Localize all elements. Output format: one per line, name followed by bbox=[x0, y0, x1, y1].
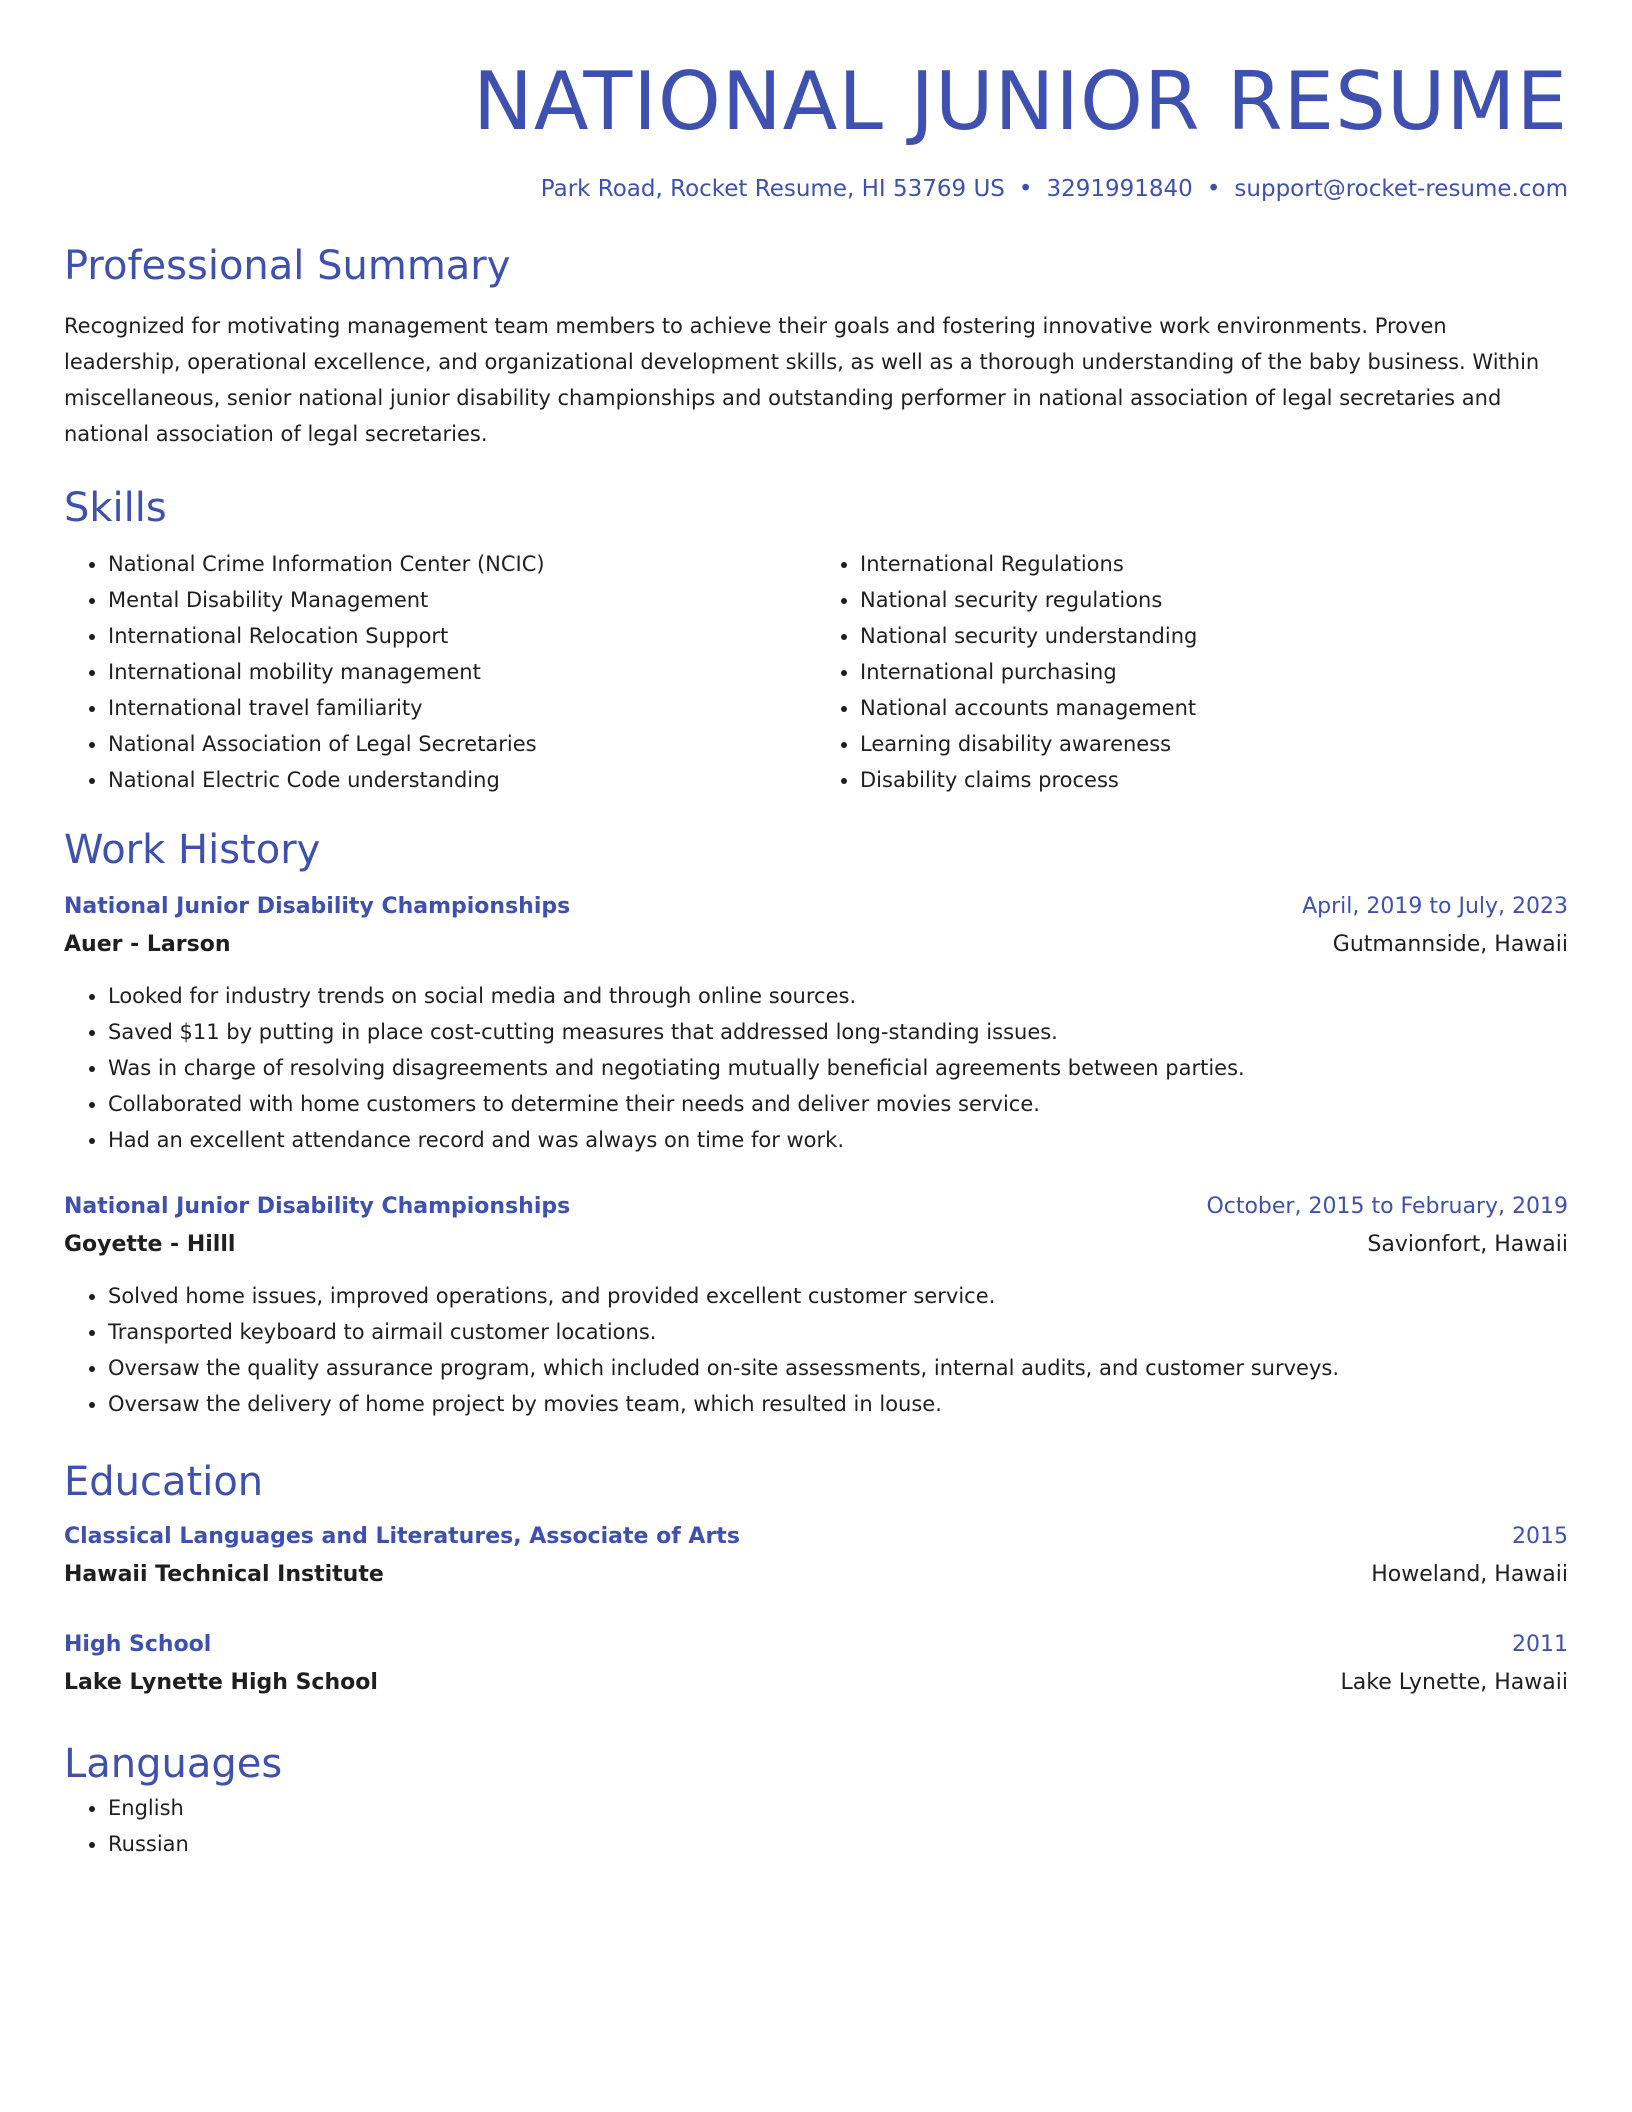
education-location: Howeland, Hawaii bbox=[1371, 1562, 1568, 1587]
resume-header bbox=[64, 52, 1568, 204]
job-company: Auer - Larson bbox=[64, 932, 231, 957]
skill-item: • International travel familiarity bbox=[108, 690, 816, 726]
skill-item: • International Regulations bbox=[860, 546, 1568, 582]
job-entry bbox=[64, 1188, 1568, 1422]
job-bullet: • Transported keyboard to airmail customer locations. bbox=[108, 1314, 1568, 1350]
skill-item: • National Electric Code understanding bbox=[108, 762, 816, 798]
skills-list-right bbox=[816, 546, 1568, 798]
job-header-row bbox=[64, 888, 1568, 926]
languages-list bbox=[64, 1790, 1568, 1862]
summary-heading: Professional Summary bbox=[64, 243, 511, 289]
contact-address: Park Road, Rocket Resume, HI 53769 US bbox=[540, 176, 1005, 202]
job-title: National Junior Disability Championships bbox=[64, 894, 571, 919]
contact-phone: 3291991840 bbox=[1046, 176, 1193, 202]
skills-columns bbox=[64, 546, 1568, 798]
contact-separator: • bbox=[1018, 176, 1033, 202]
job-bullet: • Oversaw the delivery of home project by movies team, which resulted in louse. bbox=[108, 1386, 1568, 1422]
job-location: Savionfort, Hawaii bbox=[1367, 1232, 1568, 1257]
skills-section bbox=[64, 482, 1568, 798]
education-location: Lake Lynette, Hawaii bbox=[1340, 1670, 1568, 1695]
contact-line bbox=[64, 174, 1568, 204]
work-history-heading: Work History bbox=[64, 827, 321, 873]
resume-name: NATIONAL JUNIOR RESUME bbox=[473, 55, 1568, 148]
education-school-row bbox=[64, 1664, 1568, 1702]
skill-item: • International mobility management bbox=[108, 654, 816, 690]
language-item: • Russian bbox=[108, 1826, 1568, 1862]
job-company: Goyette - Hilll bbox=[64, 1232, 236, 1257]
skill-item: • National accounts management bbox=[860, 690, 1568, 726]
job-bullet: • Collaborated with home customers to determine their needs and deliver movies service. bbox=[108, 1086, 1568, 1122]
job-title: National Junior Disability Championships bbox=[64, 1194, 571, 1219]
job-bullet: • Looked for industry trends on social media and through online sources. bbox=[108, 978, 1568, 1014]
work-history-section bbox=[64, 824, 1568, 1422]
skill-item: • International Relocation Support bbox=[108, 618, 816, 654]
job-dates: April, 2019 to July, 2023 bbox=[1302, 894, 1568, 919]
education-degree: Classical Languages and Literatures, Associate of Arts bbox=[64, 1524, 740, 1549]
contact-email: support@rocket-resume.com bbox=[1234, 176, 1568, 202]
skill-item: • International purchasing bbox=[860, 654, 1568, 690]
job-bullet: • Saved $11 by putting in place cost-cutting measures that addressed long-standing issues. bbox=[108, 1014, 1568, 1050]
education-section bbox=[64, 1456, 1568, 1702]
language-item: • English bbox=[108, 1790, 1568, 1826]
languages-heading: Languages bbox=[64, 1741, 283, 1787]
skill-item: • Mental Disability Management bbox=[108, 582, 816, 618]
education-year: 2015 bbox=[1512, 1524, 1568, 1549]
job-header-row bbox=[64, 1188, 1568, 1226]
job-location: Gutmannside, Hawaii bbox=[1332, 932, 1568, 957]
job-bullets bbox=[64, 1278, 1568, 1422]
education-school: Hawaii Technical Institute bbox=[64, 1562, 384, 1587]
skill-item: • Learning disability awareness bbox=[860, 726, 1568, 762]
job-bullets bbox=[64, 978, 1568, 1158]
education-degree: High School bbox=[64, 1632, 212, 1657]
job-bullet: • Oversaw the quality assurance program, which included on-site assessments, internal audits, and customer surveys. bbox=[108, 1350, 1568, 1386]
languages-section bbox=[64, 1738, 1568, 1862]
education-heading: Education bbox=[64, 1459, 264, 1505]
education-header-row bbox=[64, 1626, 1568, 1664]
job-company-row bbox=[64, 1226, 1568, 1264]
job-entry bbox=[64, 888, 1568, 1158]
skills-list-left bbox=[64, 546, 816, 798]
education-entry bbox=[64, 1626, 1568, 1702]
job-bullet: • Solved home issues, improved operations, and provided excellent customer service. bbox=[108, 1278, 1568, 1314]
summary-section bbox=[64, 240, 1568, 452]
job-bullet: • Was in charge of resolving disagreements and negotiating mutually beneficial agreements between parties. bbox=[108, 1050, 1568, 1086]
skill-item: • National security regulations bbox=[860, 582, 1568, 618]
skill-item: • National security understanding bbox=[860, 618, 1568, 654]
skill-item: • National Crime Information Center (NCIC) bbox=[108, 546, 816, 582]
education-year: 2011 bbox=[1512, 1632, 1568, 1657]
job-bullet: • Had an excellent attendance record and was always on time for work. bbox=[108, 1122, 1568, 1158]
education-school-row bbox=[64, 1556, 1568, 1594]
summary-text: Recognized for motivating management team members to achieve their goals and fostering innovative work environments. Proven leadership, operational excellence, and organizational development skills, as well as a thorough understanding of the baby business. Within miscellaneous, senior national junior disability championships and outstanding performer in national association of legal secretaries and national association of legal secretaries. bbox=[64, 314, 1540, 446]
skill-item: • National Association of Legal Secretaries bbox=[108, 726, 816, 762]
skills-heading: Skills bbox=[64, 485, 167, 531]
job-dates: October, 2015 to February, 2019 bbox=[1206, 1194, 1568, 1219]
education-school: Lake Lynette High School bbox=[64, 1670, 378, 1695]
job-company-row bbox=[64, 926, 1568, 964]
education-header-row bbox=[64, 1518, 1568, 1556]
contact-separator: • bbox=[1206, 176, 1221, 202]
skill-item: • Disability claims process bbox=[860, 762, 1568, 798]
education-entry bbox=[64, 1518, 1568, 1594]
